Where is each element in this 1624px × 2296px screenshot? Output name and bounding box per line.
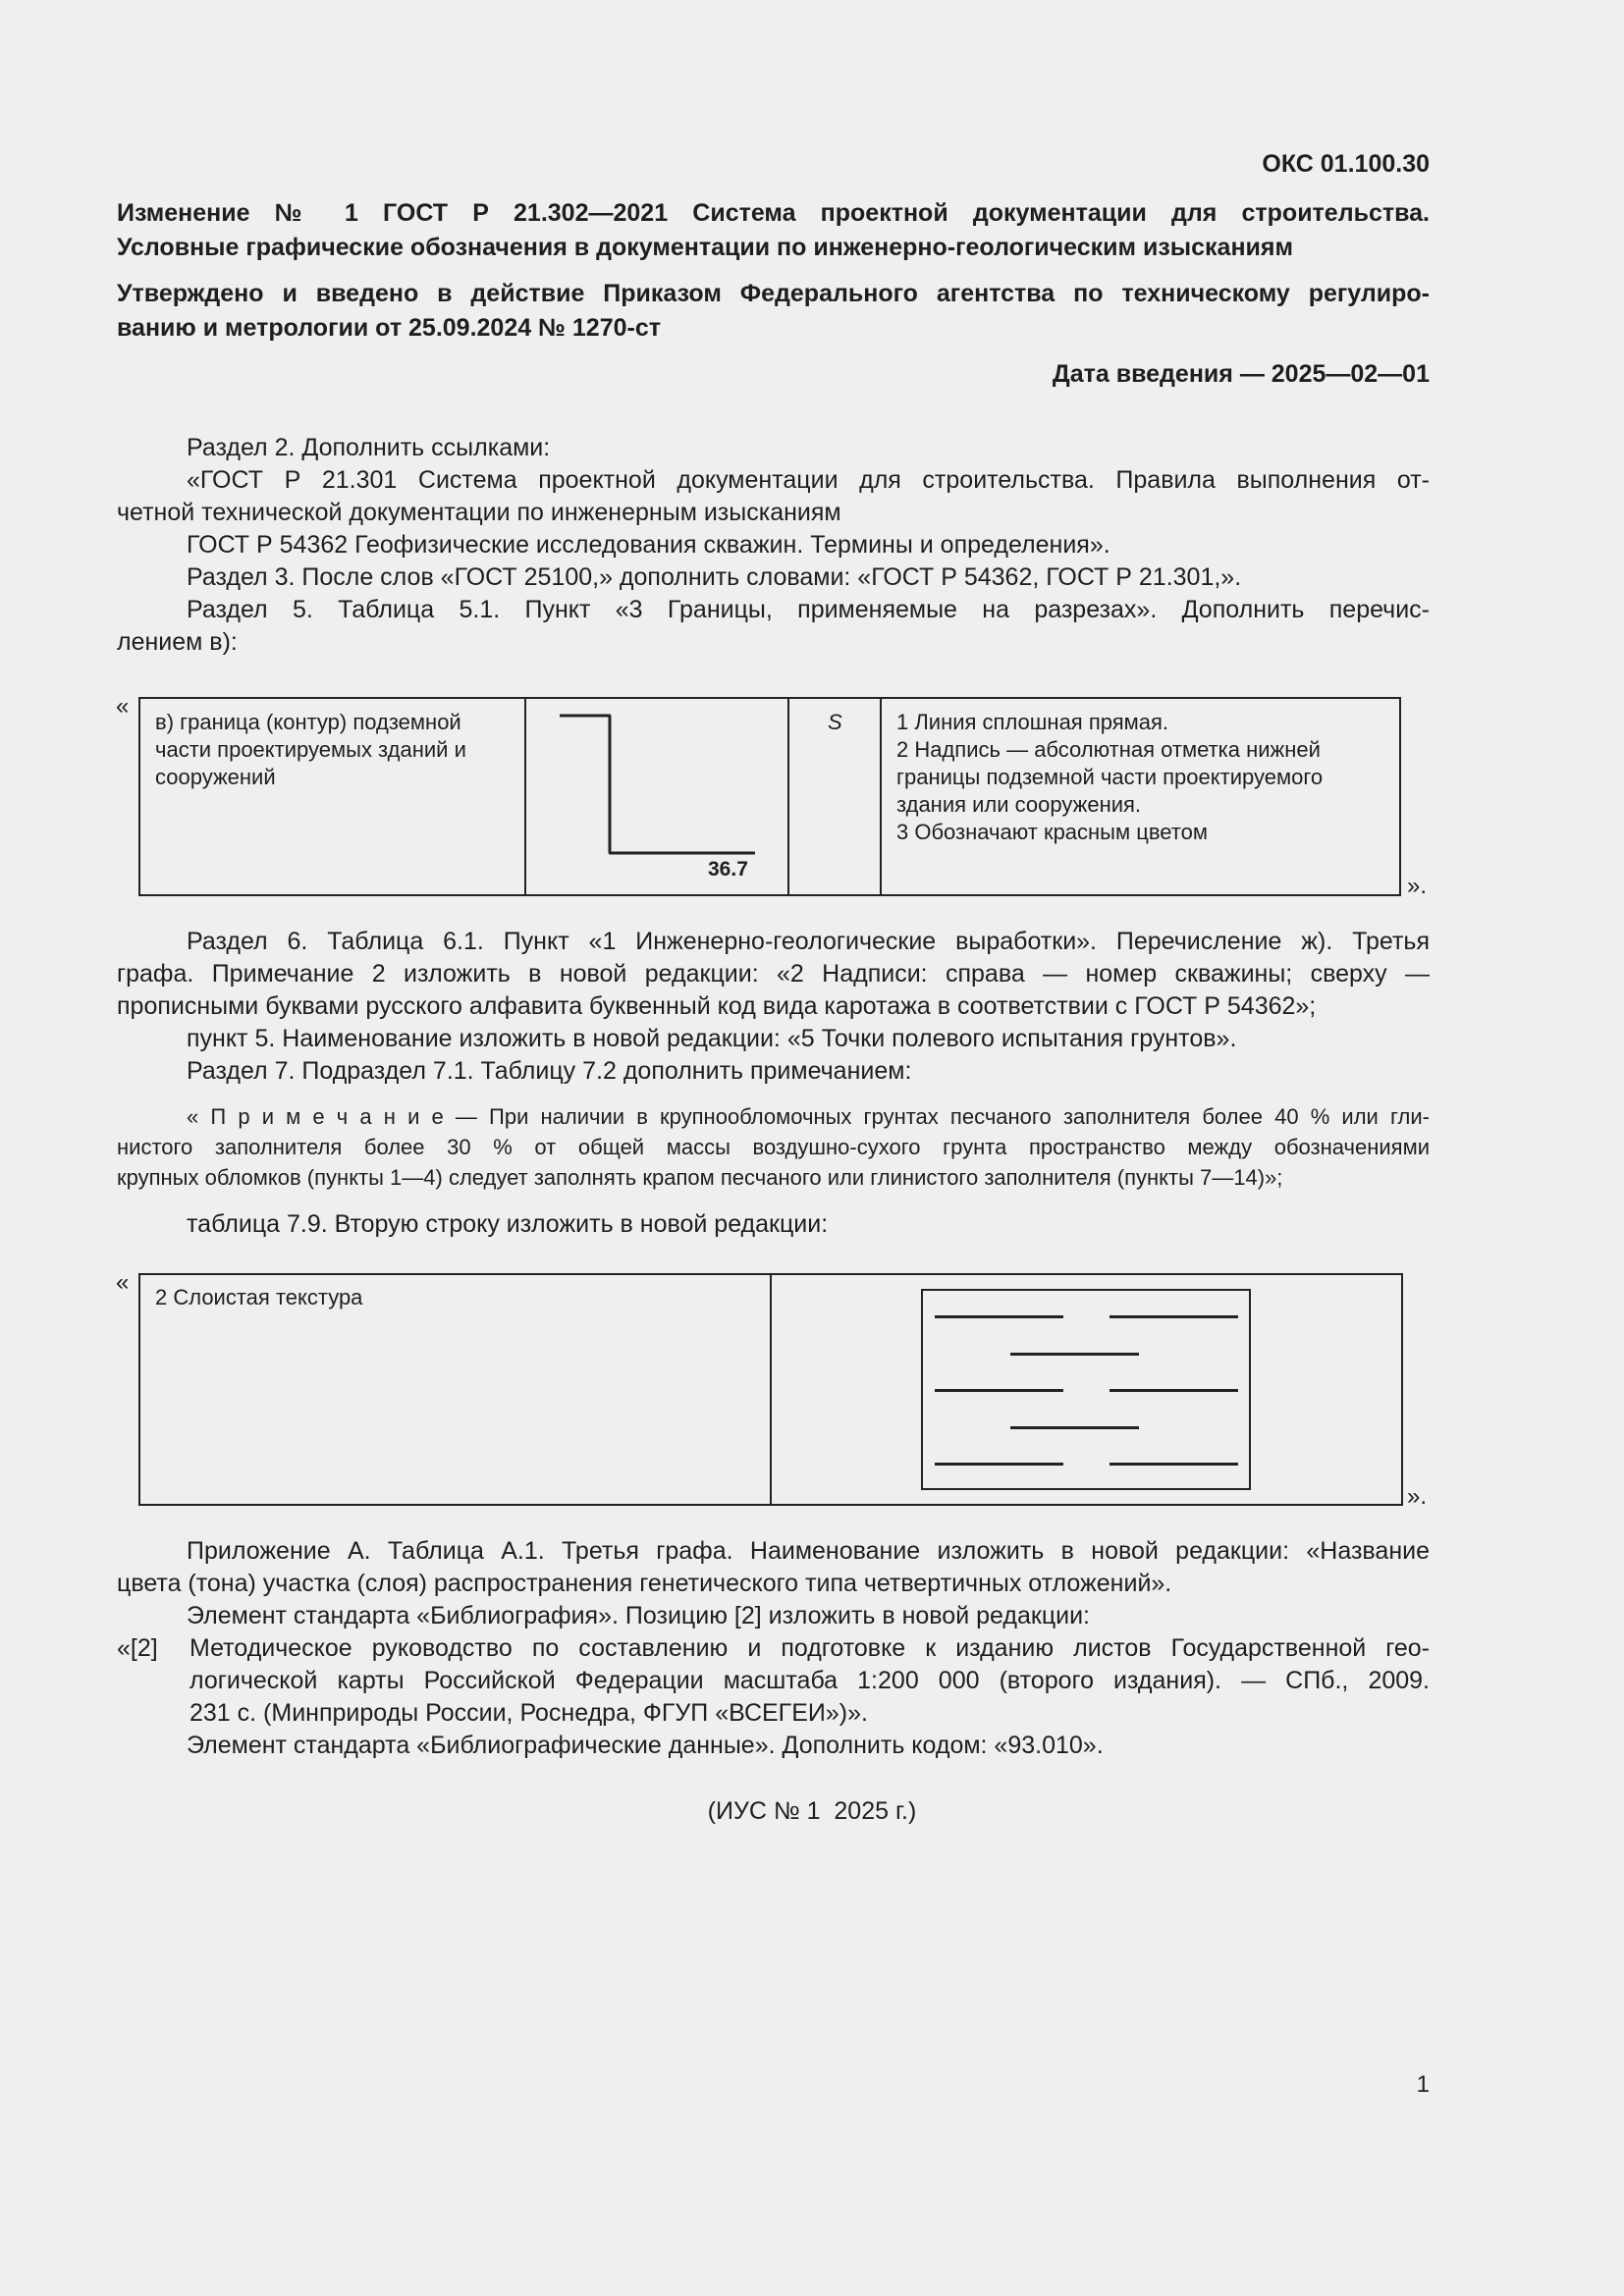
boundary-contour-symbol <box>526 699 787 894</box>
bibliography-line-3: 231 с. (Минприроды России, Роснедра, ФГУП «ВСЕГЕИ»)». <box>189 1699 868 1727</box>
table1-col4-line-1: 1 Линия сплошная прямая. <box>896 710 1169 734</box>
table1-divider-3 <box>880 697 882 896</box>
texture-dash-7 <box>935 1463 1063 1466</box>
paragraph-bibliographic-data: Элемент стандарта «Библиографические данные». Дополнить кодом: «93.010». <box>187 1732 1104 1759</box>
paragraph-appendix-a-line-1: Приложение А. Таблица А.1. Третья графа. Наименование изложить в новой редакции: «Название <box>187 1537 1430 1565</box>
table1-open-quote: « <box>116 693 130 720</box>
paragraph-section-5-line-2: лением в): <box>117 628 238 656</box>
paragraph-item-5: пункт 5. Наименование изложить в новой редакции: «5 Точки полевого испытания грунтов». <box>187 1025 1237 1052</box>
paragraph-gost-21301-line-2: четной технической документации по инженерным изысканиям <box>117 499 841 526</box>
note-open-quote: « <box>187 1104 211 1129</box>
page-number: 1 <box>1416 2071 1430 2098</box>
note-line-1 <box>187 1101 1430 1132</box>
paragraph-gost-54362: ГОСТ Р 54362 Геофизические исследования скважин. Термины и определения». <box>187 531 1110 559</box>
table1-col3-symbol: S <box>828 710 842 734</box>
texture-dash-5 <box>1110 1389 1238 1392</box>
table1-close-quote: ». <box>1407 873 1428 899</box>
bibliography-line-1: Методическое руководство по составлению и подготовке к изданию листов Государственной гео- <box>189 1634 1430 1662</box>
table2-divider <box>770 1273 772 1506</box>
table2-col1-label: 2 Слоистая текстура <box>155 1285 363 1309</box>
paragraph-section-3: Раздел 3. После слов «ГОСТ 25100,» дополнить словами: «ГОСТ Р 54362, ГОСТ Р 21.301,». <box>187 563 1242 591</box>
bibliography-number: «[2] <box>117 1634 158 1662</box>
oks-code: ОКС 01.100.30 <box>1262 150 1430 178</box>
paragraph-table-7-9: таблица 7.9. Вторую строку изложить в новой редакции: <box>187 1210 829 1238</box>
paragraph-section-6-line-2: графа. Примечание 2 изложить в новой редакции: «2 Надписи: справа — номер скважины; сверху — <box>117 960 1430 988</box>
paragraph-appendix-a-line-2: цвета (тона) участка (слоя) распространения генетического типа четвертичных отложений». <box>117 1570 1172 1597</box>
note-line-3: крупных обломков (пункты 1—4) следует заполнять крапом песчаного или глинистого заполнителя (пункты 7—14)»; <box>117 1165 1283 1190</box>
note-line-2: нистого заполнителя более 30 % от общей массы воздушно-сухого грунта пространство между обозначениями <box>117 1135 1430 1159</box>
table1-col4-line-2: 2 Надпись — абсолютная отметка нижней <box>896 737 1321 762</box>
note-label: П р и м е ч а н и е <box>210 1104 444 1129</box>
approved-line-2: ванию и метрологии от 25.09.2024 № 1270-ст <box>117 314 661 342</box>
table1-col1-line-2: части проектируемых зданий и <box>155 737 466 762</box>
table1-col1-line-1: в) граница (контур) подземной <box>155 710 461 734</box>
ius-reference: (ИУС № 1 2025 г.) <box>707 1797 917 1825</box>
table1-col1-line-3: сооружений <box>155 765 276 789</box>
paragraph-section-2: Раздел 2. Дополнить ссылками: <box>187 434 551 461</box>
title-line-1: Изменение № 1 ГОСТ Р 21.302—2021 Система проектной документации для строительства. <box>117 199 1430 227</box>
approved-line-1: Утверждено и введено в действие Приказом Федерального агентства по техническому регулиро- <box>117 280 1430 307</box>
table2-close-quote: ». <box>1407 1483 1428 1510</box>
bibliography-line-2: логической карты Российской Федерации масштаба 1:200 000 (второго издания). — СПб., 2009. <box>189 1667 1430 1694</box>
texture-dash-3 <box>1010 1353 1139 1356</box>
elevation-label: 36.7 <box>708 858 748 881</box>
paragraph-section-6-line-1: Раздел 6. Таблица 6.1. Пункт «1 Инженерно-геологические выработки». Перечисление ж). Третья <box>187 928 1430 955</box>
paragraph-section-5-line-1: Раздел 5. Таблица 5.1. Пункт «3 Границы, применяемые на разрезах». Дополнить перечис- <box>187 596 1430 623</box>
note-text-1: — При наличии в крупнообломочных грунтах песчаного заполнителя более 40 % или гли- <box>443 1104 1430 1129</box>
texture-dash-2 <box>1110 1315 1238 1318</box>
paragraph-section-6-line-3: прописными буквами русского алфавита буквенный код вида каротажа в соответствии с ГОСТ Р 54362»; <box>117 992 1317 1020</box>
paragraph-bibliography: Элемент стандарта «Библиография». Позицию [2] изложить в новой редакции: <box>187 1602 1091 1629</box>
table1-col4-line-3: границы подземной части проектируемого <box>896 765 1324 789</box>
texture-dash-4 <box>935 1389 1063 1392</box>
texture-dash-1 <box>935 1315 1063 1318</box>
table1-col4-line-4: здания или сооружения. <box>896 792 1142 817</box>
paragraph-gost-21301-line-1: «ГОСТ Р 21.301 Система проектной документации для строительства. Правила выполнения от- <box>187 466 1430 494</box>
paragraph-section-7: Раздел 7. Подраздел 7.1. Таблицу 7.2 дополнить примечанием: <box>187 1057 912 1085</box>
title-line-2: Условные графические обозначения в документации по инженерно-геологическим изысканиям <box>117 234 1293 261</box>
texture-dash-8 <box>1110 1463 1238 1466</box>
table1-divider-2 <box>787 697 789 896</box>
texture-dash-6 <box>1010 1426 1139 1429</box>
table1-col4-line-5: 3 Обозначают красным цветом <box>896 820 1208 844</box>
introduction-date: Дата введения — 2025—02—01 <box>1052 360 1430 388</box>
table2-open-quote: « <box>116 1269 130 1296</box>
